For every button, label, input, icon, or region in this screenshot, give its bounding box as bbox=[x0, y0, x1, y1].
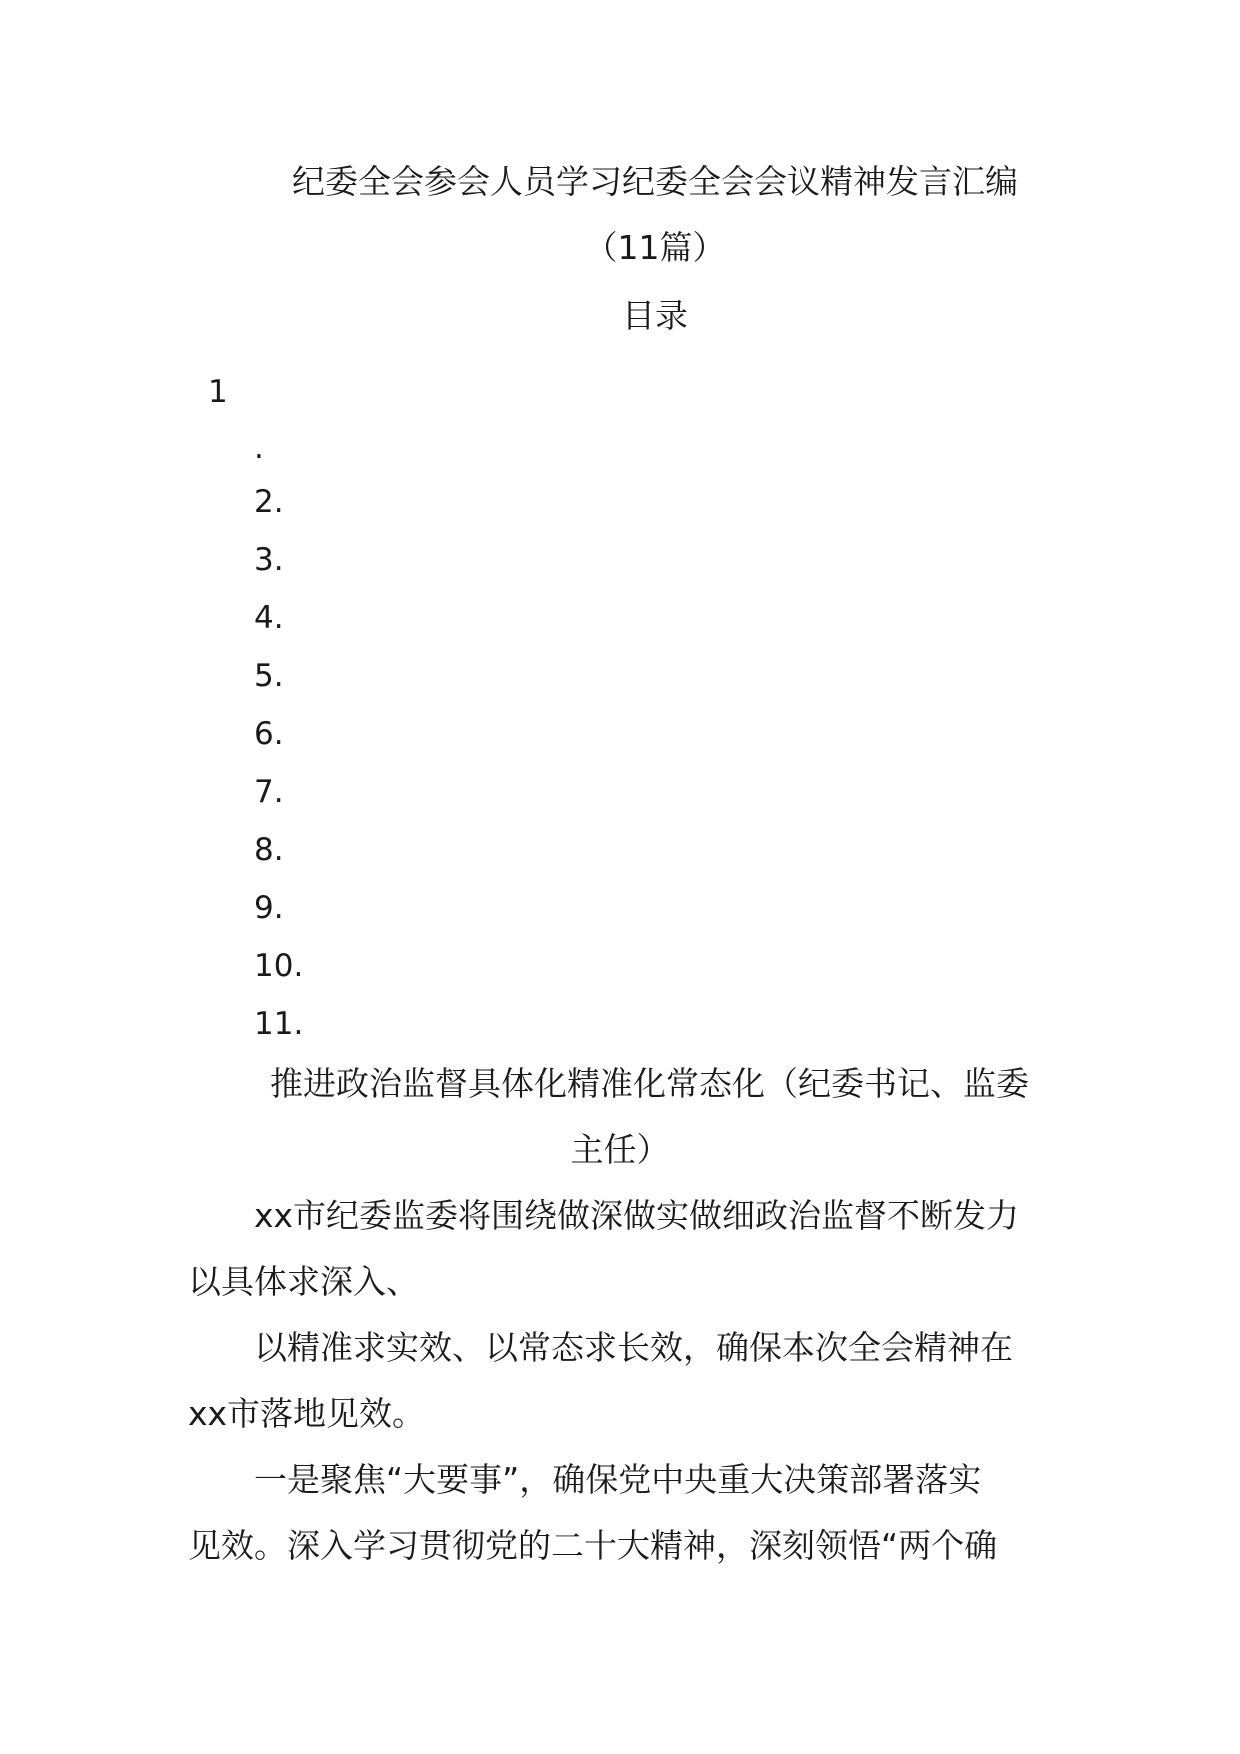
toc-item: 10. bbox=[254, 948, 304, 984]
toc-number-1-dot: . bbox=[254, 430, 264, 466]
body-line: 一是聚焦“大要事”，确保党中央重大决策部署落实 bbox=[254, 1460, 982, 1499]
body-line: 以具体求深入、 bbox=[188, 1262, 419, 1301]
body-line: 见效。深入学习贯彻党的二十大精神，深刻领悟“两个确 bbox=[188, 1526, 998, 1565]
body-line: xx市落地见效。 bbox=[188, 1394, 426, 1433]
article-title-line2: 主任） bbox=[570, 1130, 670, 1169]
toc-item: 5. bbox=[254, 658, 284, 694]
toc-item: 2. bbox=[254, 484, 284, 520]
toc-item: 4. bbox=[254, 600, 284, 636]
doc-title-line1: 纪委全会参会人员学习纪委全会会议精神发言汇编 bbox=[292, 162, 1018, 201]
toc-heading: 目录 bbox=[622, 296, 688, 335]
toc-item: 7. bbox=[254, 774, 284, 810]
toc-item: 6. bbox=[254, 716, 284, 752]
toc-item: 8. bbox=[254, 832, 284, 868]
toc-item: 3. bbox=[254, 542, 284, 578]
body-line: xx市纪委监委将围绕做深做实做细政治监督不断发力 bbox=[254, 1196, 1020, 1235]
article-title-line1: 推进政治监督具体化精准化常态化（纪委书记、监委 bbox=[270, 1064, 1029, 1103]
doc-title-line2: （11篇） bbox=[584, 228, 726, 267]
toc-item: 9. bbox=[254, 890, 284, 926]
toc-number-1: 1 bbox=[208, 374, 228, 410]
body-line: 以精准求实效、以常态求长效，确保本次全会精神在 bbox=[254, 1328, 1013, 1367]
toc-item: 11. bbox=[254, 1006, 304, 1042]
